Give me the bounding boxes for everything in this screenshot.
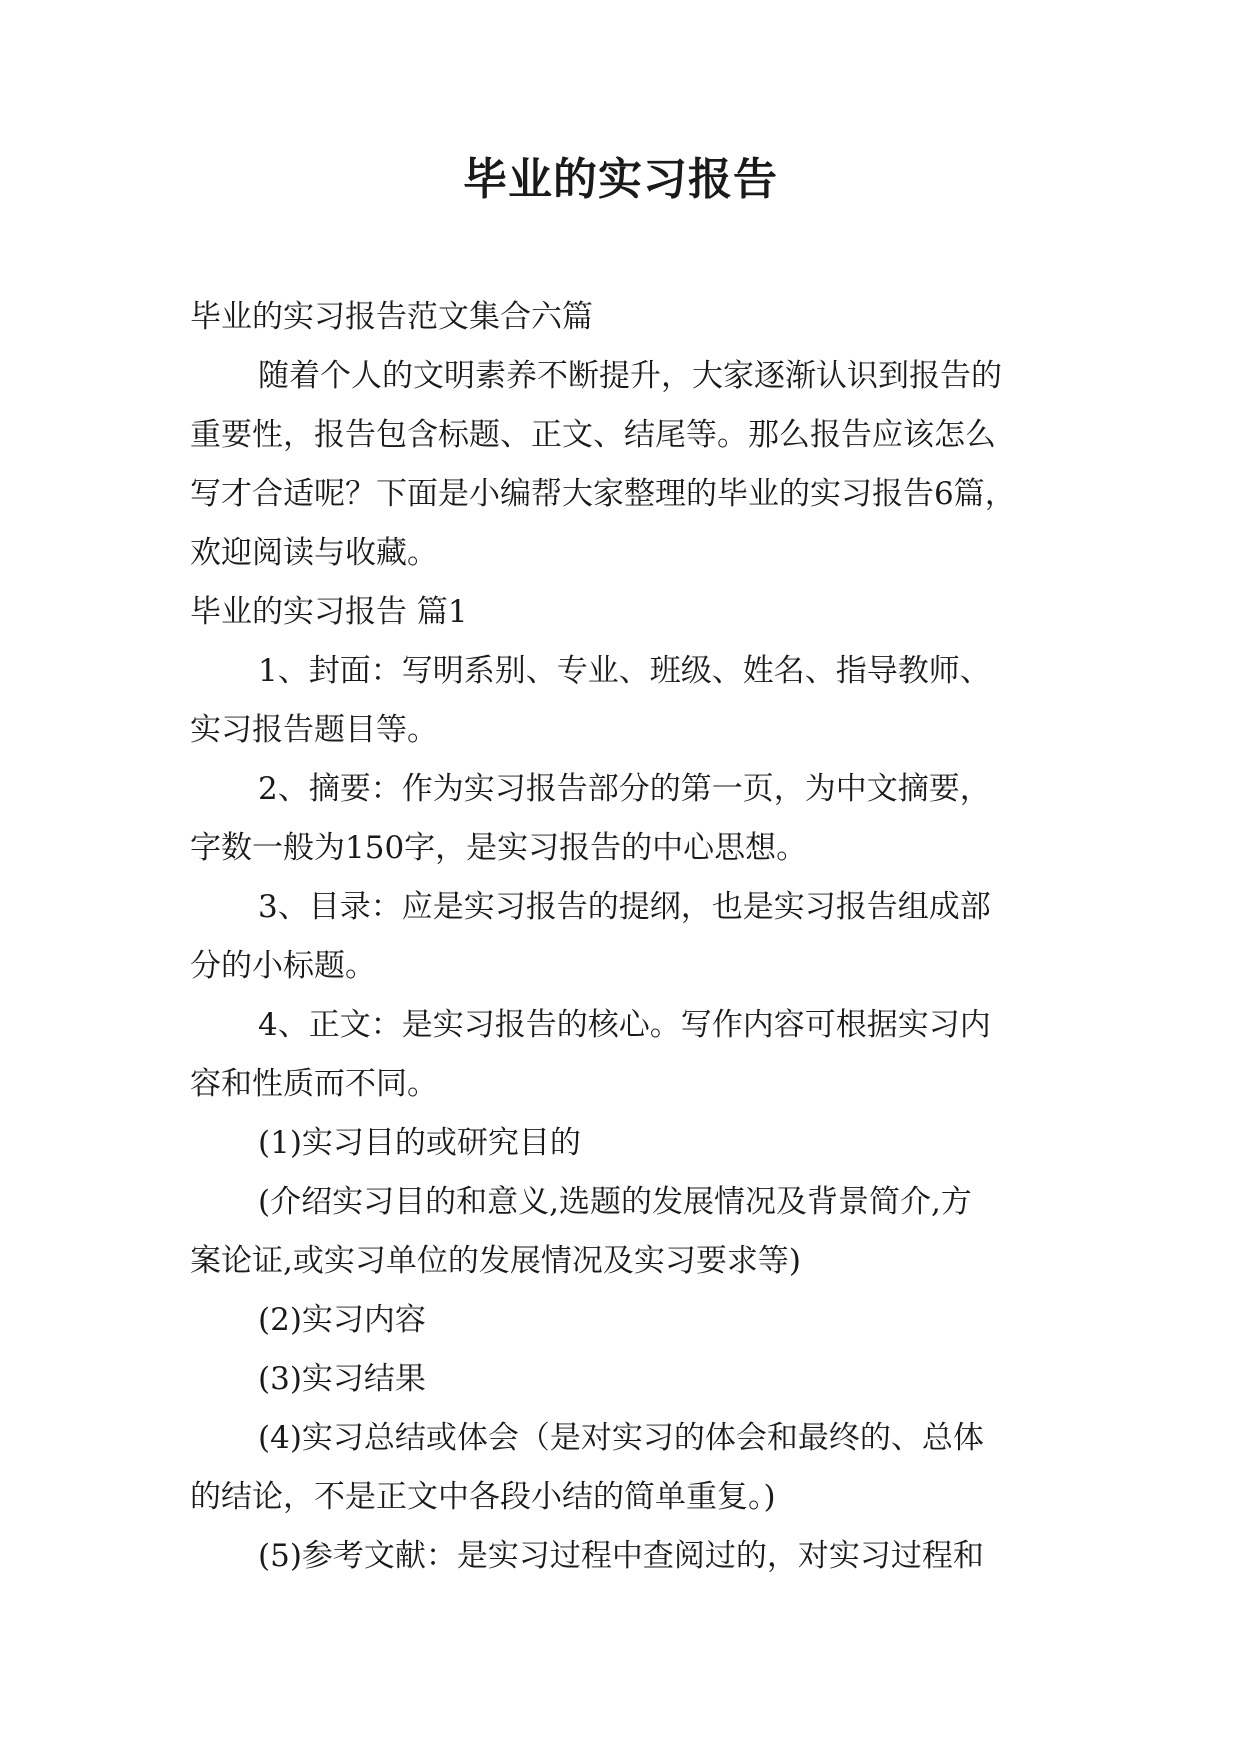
text-line: 实习报告题目等。: [190, 712, 438, 748]
text-line: 欢迎阅读与收藏。: [190, 535, 438, 571]
text-line: 写才合适呢？下面是小编帮大家整理的毕业的实习报告6篇，: [190, 476, 1016, 512]
text-line: (介绍实习目的和意义,选题的发展情况及背景简介,方: [258, 1184, 972, 1220]
text-line: 毕业的实习报告 篇1: [190, 594, 468, 630]
text-line: 的结论，不是正文中各段小结的简单重复。): [190, 1479, 776, 1515]
text-line: 4、正文：是实习报告的核心。写作内容可根据实习内: [258, 1007, 991, 1043]
text-line: 毕业的实习报告范文集合六篇: [190, 299, 593, 335]
text-line: 容和性质而不同。: [190, 1066, 438, 1102]
document-title: 毕业的实习报告: [463, 154, 778, 205]
text-line: 随着个人的文明素养不断提升，大家逐渐认识到报告的: [258, 358, 1002, 394]
text-line: (1)实习目的或研究目的: [258, 1125, 581, 1161]
text-line: 案论证,或实习单位的发展情况及实习要求等): [190, 1243, 801, 1279]
text-line: 分的小标题。: [190, 948, 376, 984]
text-line: (2)实习内容: [258, 1302, 426, 1338]
text-line: 重要性，报告包含标题、正文、结尾等。那么报告应该怎么: [190, 417, 996, 453]
text-line: (5)参考文献：是实习过程中查阅过的，对实习过程和: [258, 1538, 984, 1574]
text-line: 1、封面：写明系别、专业、班级、姓名、指导教师、: [258, 653, 991, 689]
text-line: 字数一般为150字，是实习报告的中心思想。: [190, 830, 808, 866]
text-line: 3、目录：应是实习报告的提纲，也是实习报告组成部: [258, 889, 991, 925]
text-line: 2、摘要：作为实习报告部分的第一页，为中文摘要，: [258, 771, 991, 807]
text-line: (4)实习总结或体会（是对实习的体会和最终的、总体: [258, 1420, 984, 1456]
text-line: (3)实习结果: [258, 1361, 426, 1397]
document-body: [190, 288, 1055, 1586]
